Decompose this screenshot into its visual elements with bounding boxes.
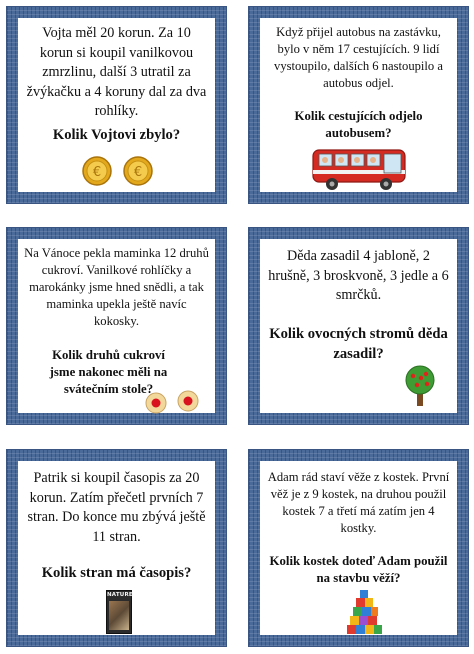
- card-question: Kolik ovocných stromů děda zasadil?: [269, 326, 448, 362]
- card-content: [18, 239, 215, 413]
- card-text: Patrik si koupil časopis za 20 korun. Zatím přečetl prvních 7 stran. Do konce mu zbývá ještě 11 stran.: [27, 470, 206, 545]
- card-question: Kolik druhů cukroví jsme nakonec měli na svátečním stole?: [49, 348, 168, 396]
- card-text: Adam rád staví věže z kostek. První věž je z 9 kostek, na druhou použil kostek 7 a třetí má zatím jen 4 kostky.: [267, 470, 450, 535]
- card-content: [260, 461, 457, 635]
- svg-text:€: €: [92, 165, 102, 180]
- card-question: Kolik cestujících odjelo autobusem?: [294, 109, 423, 140]
- task-card-4: [248, 227, 469, 425]
- magazine-title: NATURE: [107, 592, 133, 598]
- card-text: Na Vánoce pekla maminka 12 druhů cukroví. Vanilkové rohlíčky a marokánky jsme hned snědli, a tak maminka upekla ještě navíc kokosky.: [24, 246, 209, 328]
- magazine-cover-photo: [109, 601, 129, 630]
- apple-tree-icon: [402, 365, 438, 412]
- card-content: [260, 239, 457, 413]
- bus-icon: [310, 144, 410, 199]
- coins-icon: [78, 151, 158, 196]
- magazine-icon: [106, 590, 132, 634]
- card-question: Kolik kostek doteď Adam použil na stavbu věží?: [269, 554, 448, 585]
- card-text: Vojta měl 20 korun. Za 10 korun si koupil vanilkovou zmrzlinu, další 3 utratil za žvýkačku a 4 koruny dal za dva rohlíky.: [26, 25, 207, 119]
- task-card-1: [6, 6, 227, 204]
- svg-text:€: €: [133, 165, 143, 180]
- card-content: [18, 18, 215, 192]
- task-card-6: [248, 449, 469, 647]
- card-question: Kolik stran má časopis?: [41, 565, 192, 581]
- blocks-tower-icon: [344, 589, 384, 640]
- card-question: Kolik Vojtovi zbylo?: [52, 127, 181, 143]
- card-content: [18, 461, 215, 635]
- task-card-2: [248, 6, 469, 204]
- card-text: Když přijel autobus na zastávku, bylo v něm 17 cestujících. 9 lidí vystoupilo, dalších 6 nastoupilo a autobus odjel.: [274, 25, 443, 90]
- card-text: Děda zasadil 4 jabloně, 2 hrušně, 3 broskvoně, 3 jedle a 6 smrčků.: [268, 248, 449, 303]
- card-content: [260, 18, 457, 192]
- cookies-icon: [142, 388, 204, 421]
- task-card-5: [6, 449, 227, 647]
- task-card-3: [6, 227, 227, 425]
